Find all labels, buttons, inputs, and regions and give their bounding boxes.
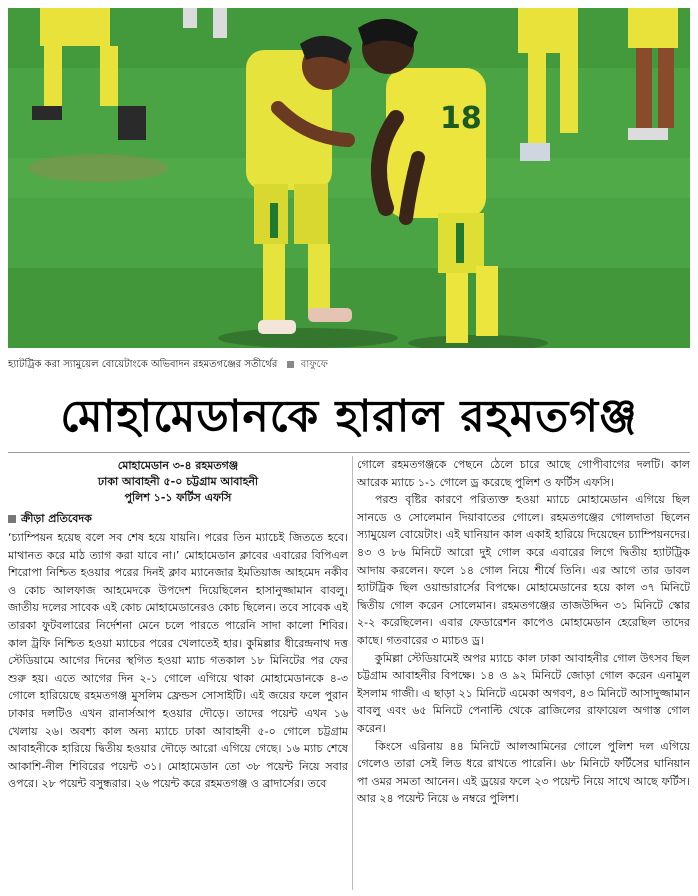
photo-credit: বাফুফে [300, 359, 328, 370]
headline: মোহামেডানকে হারাল রহমতগঞ্জ [60, 391, 638, 442]
article-paragraph: কিংসে এরিনায় ৪৪ মিনিটে আলআমিনের গোলে পুলিশ দল এগিয়ে গেলেও তারা সেই লিড ধরে রাখতে পারেনি। ৬৮ মিনিটে ফর্টিসের ঘানিয়ান পা ওমর সমতা আনেন। এই ড্রয়ের ফলে ২৩ পয়েন্ট নিয়ে সাথে আছে ফর্টিস। আর ২৪ পয়েন্ট নিয়ে ৬ নম্বরে পুলিশ। [357, 739, 690, 806]
article-paragraph: ‘চ্যাম্পিয়ন হয়েছ বলে সব শেষ হয়ে যায়নি। পরের তিন ম্যাচেই জিততে হবে। মাথানত করে মাঠ ত্যাগ করা যাবে না।’ মোহামেডান ক্লাবের এবারের বিপিএল শিরোপা নিশ্চিত হওয়ার পরের দিনই ক্লাব ম্যানেজার ইমতিয়াজ আহমেদ নকীব ও কোচ আলফাজ আহমেদকে উপদেশ দিয়েছিলেন হাসানুজ্জামান বাবলু। জাতীয় দলের সাবেক এই কোচ মোহামেডানেরও কোচ ছিলেন। তবে সাবেক এই তারকা ফুটবলারের নির্দেশনা মেনে চলে পারতে পারেনি সাদা কালো শিবির। কাল ট্রফি নিশ্চিত হওয়া ম্যাচের পরের খেলাতেই হার। কুমিল্লার ধীরেন্দ্রনাথ দত্ত স্টেডিয়ামে আগের দিনের স্থগিত হওয়া ম্যাচ গতকাল ১৮ মিনিটের পর ফের শুরু হয়। এতে আগের দিন ২-১ গোলে এগিয়ে থাকা মোহামেডানকে ৪-৩ গোলে হারিয়েছে রহমতগঞ্জ মুসলিম ফ্রেন্ডস সোসাইটি। এই জয়ের ফলে পুরান ঢাকার দলটিও এখন রানার্সআপ হওয়ার দৌড়ে। তাদের পয়েন্ট এখন ১৬ খেলায় ২৬। অবশ্য কাল অন্য ম্যাচে ঢাকা আবাহনী ৫-০ গোলে চট্টগ্রাম আবাহনীকে হারিয়ে দ্বিতীয় হওয়ার দৌড়ে আরো এগিয়ে গেছে। ১৬ ম্যাচ শেষে আকাশি-নীল শিবিরের পয়েন্ট ৩১। মোহামেডান তো ৩৮ পয়েন্ট নিয়ে সবার ওপরে। ২৮ পয়েন্ট বসুন্ধরার। ২৬ পয়েন্ট করে রহমতগঞ্জ ও ব্রাদার্সের। তবে [8, 531, 348, 791]
photo-caption [8, 356, 690, 374]
byline-bullet-icon [8, 515, 16, 523]
score-summary [8, 458, 348, 506]
caption-separator-icon [287, 361, 294, 368]
article-column-right [357, 456, 690, 892]
article-paragraph: পরশু বৃষ্টির কারণে পরিত্যক্ত হওয়া ম্যাচে মোহামেডান এগিয়ে ছিল সানডে ও সোলেমান দিয়াবাতের গোলে। রহমতগঞ্জের গোলদাতা ছিলেন স্যামুয়েল বোয়েটাং। এই ঘানিয়ান কাল একাই হারিয়ে দিয়েছেন চ্যাম্পিয়নদের। ৪৩ ও ৮৬ মিনিটে আরো দুই গোল করে এবারের লিগে দ্বিতীয় হ্যাটট্রিক আদায় করলেন। ফলে ১৪ গোল নিয়ে শীর্ষে তিনি। এর আগে তার ডাবল হ্যাটট্রিক ছিল ওয়ান্ডারার্সের বিপক্ষে। মোহামেডানের হয়ে কাল ৩৭ মিনিটে দ্বিতীয় গোল করেন সোলেমান। রহমতগঞ্জের তাজউদ্দিন ৩১ মিনিটে স্কোর ২-২ করেছিলেন। এবার ফেডারেশন কাপেও মোহামেডান হেরেছিল তাদের কাছে। গতবারের ৩ ম্যাচও ড্র। [357, 493, 690, 647]
article-paragraph: গোলে রহমতগঞ্জকে পেছনে ঠেলে চারে আছে গোপীবাগের দলটি। কাল আরেক ম্যাচে ১-১ গোলে ড্র করেছে পুলিশ ও ফর্টিস এফসি। [357, 458, 690, 489]
column-divider [352, 456, 353, 890]
score-line: ঢাকা আবাহনী ৫-০ চট্টগ্রাম আবাহনী [97, 475, 259, 488]
byline [8, 510, 348, 527]
headline-rule [8, 452, 690, 453]
reporter-name: ক্রীড়া প্রতিবেদক [21, 512, 92, 525]
football-players-photo-icon [8, 8, 690, 348]
article-paragraph: কুমিল্লা স্টেডিয়ামেই অপর ম্যাচে কাল ঢাকা আবাহনীর গোল উৎসব ছিল চট্টগ্রাম আবাহনীর বিপক্ষে। ১৪ ও ৯২ মিনিটে জোড়া গোল করেন এনামুল ইসলাম গাজী। এ ছাড়া ২১ মিনিটে এমেকা অগবণ, ৪৩ মিনিটে আসাদুজ্জামান বাবলু এবং ৬৫ মিনিটে পেনাল্টি থেকে ব্রাজিলের রাফায়েল অগাস্ত গোল করেন। [357, 651, 690, 735]
score-line: মোহামেডান ৩-৪ রহমতগঞ্জ [117, 459, 239, 472]
news-photo [8, 8, 690, 348]
article-column-left [8, 456, 348, 892]
score-line: পুলিশ ১-১ ফর্টিস এফসি [124, 491, 232, 504]
jersey-number: 18 [440, 101, 482, 136]
caption-text: হ্যাটট্রিক করা স্যামুয়েল বোয়েটাংকে অভিবাদন রহমতগঞ্জের সতীর্থের [8, 359, 278, 370]
